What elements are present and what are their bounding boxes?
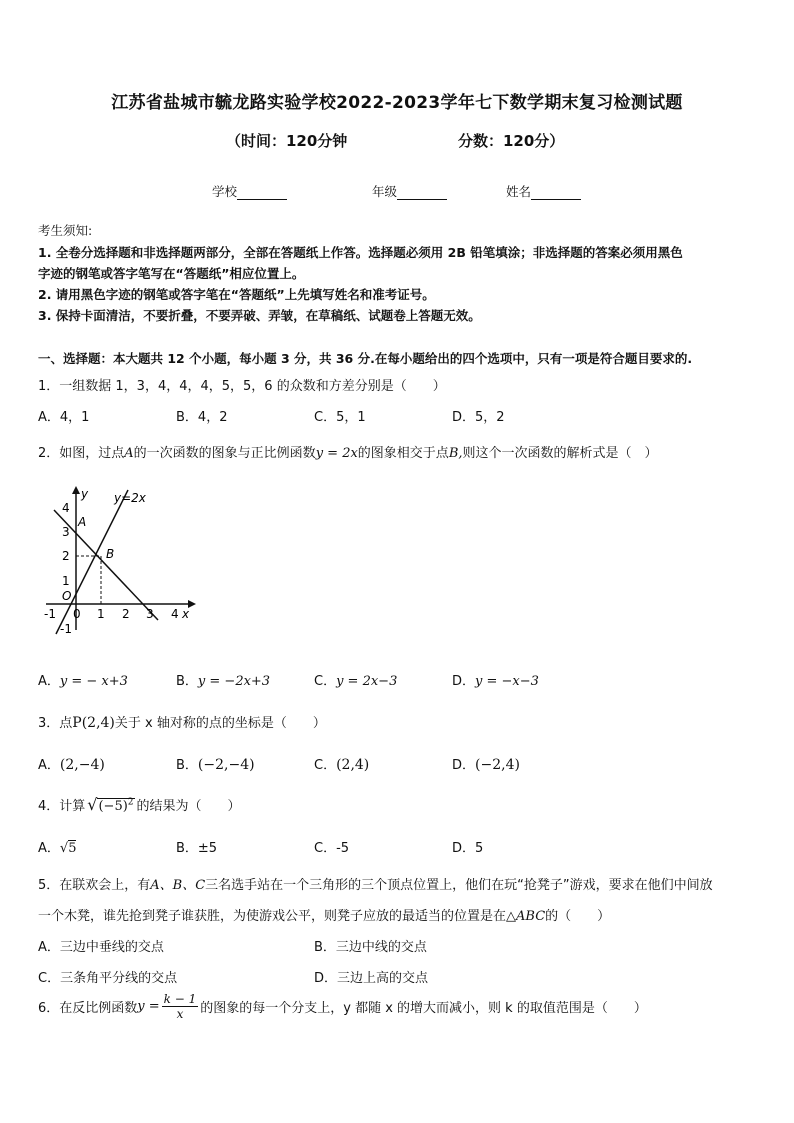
- question-2-stem: [38, 442, 658, 461]
- q4-option-a-value: 5: [68, 841, 77, 856]
- notice-item: 字迹的钢笔或答字笔写在“答题纸”相应位置上。: [38, 266, 305, 281]
- exam-time: （时间：120分钟: [226, 132, 348, 150]
- q3-option-a-label: A．: [38, 758, 60, 773]
- sqrt-expression: [87, 795, 134, 814]
- q3-point: P(2,4): [72, 715, 115, 731]
- q2-option-d-label: D．: [452, 674, 476, 689]
- y-tick: 1: [62, 574, 70, 588]
- q5-option-c[interactable]: C．三条角平分线的交点: [38, 971, 178, 986]
- fraction-denominator: x: [176, 1007, 184, 1021]
- q2-text: 则这个一次函数的解析式是（ ）: [462, 446, 658, 461]
- name-field: [506, 182, 581, 200]
- school-field: [212, 182, 287, 200]
- notice-item: 2. 请用黑色字迹的钢笔或答字笔在“答题纸”上先填写姓名和准考证号。: [38, 287, 435, 302]
- x-tick: 0: [73, 607, 81, 621]
- q3-option-a[interactable]: [38, 754, 105, 773]
- q5-text: 一个木凳，谁先抢到凳子谁获胜，为使游戏公平，则凳子应放的最适当的位置是在: [38, 909, 507, 924]
- q2-option-a[interactable]: [38, 670, 128, 689]
- q5-text: 三名选手站在一个三角形的三个顶点位置上，他们在玩“抢凳子”游戏，要求在他们中间放: [205, 878, 713, 893]
- q2-func: y = 2x: [315, 446, 358, 461]
- q1-option-c[interactable]: C．5，1: [314, 410, 366, 425]
- question-5-line-2: [38, 905, 610, 924]
- q3-option-c[interactable]: [314, 754, 369, 773]
- fraction: [162, 992, 199, 1021]
- radicand-base: (−5): [98, 799, 128, 814]
- q2-option-a-label: A．: [38, 674, 60, 689]
- exam-score: 分数：120分）: [458, 132, 565, 150]
- origin-label: O: [62, 589, 72, 603]
- school-label: 学校: [212, 184, 238, 199]
- q5-option-b[interactable]: B．三边中线的交点: [314, 940, 427, 955]
- radical-icon: √: [87, 795, 98, 814]
- x-tick: 1: [97, 607, 105, 621]
- y-tick: -1: [60, 622, 72, 636]
- y-axis-arrow: [72, 486, 80, 494]
- y-axis-label: y: [81, 487, 89, 501]
- q2-option-a-expr: y = − x+3: [59, 674, 128, 689]
- x-axis-label: x: [182, 607, 190, 621]
- x-tick: 3: [146, 607, 154, 621]
- q2-option-d[interactable]: [452, 670, 539, 689]
- q3-text: 关于 x 轴对称的点的坐标是（ ）: [114, 716, 326, 731]
- q2-option-c-label: C．: [314, 674, 337, 689]
- q3-option-c-value: (2,4): [336, 757, 370, 773]
- q3-option-b-value: (−2,−4): [197, 757, 255, 773]
- q2-text: 2．如图，过点: [38, 446, 125, 461]
- q2-text: 的一次函数的图象与正比例函数: [133, 446, 316, 461]
- q5-names: A、B、C: [150, 878, 206, 893]
- q3-option-b-label: B．: [176, 758, 198, 773]
- q2-option-d-expr: y = −x−3: [475, 674, 539, 689]
- q4-text: 4．计算: [38, 799, 86, 814]
- fraction-numerator: k − 1: [163, 992, 197, 1006]
- q1-option-b[interactable]: B．4，2: [176, 410, 228, 425]
- radicand-exponent: 2: [127, 797, 134, 808]
- q3-option-a-value: (2,−4): [59, 757, 105, 773]
- question-5-line-1: [38, 874, 713, 893]
- q3-text: 3．点: [38, 716, 73, 731]
- q2-option-b-label: B．: [176, 674, 198, 689]
- q4-text: 的结果为（ ）: [136, 799, 241, 814]
- y-tick: 4: [62, 501, 70, 515]
- q2-option-b-expr: y = −2x+3: [197, 674, 271, 689]
- question-3-stem: [38, 712, 326, 731]
- school-blank[interactable]: [237, 185, 287, 200]
- q5-text: 5．在联欢会上，有: [38, 878, 151, 893]
- sqrt-icon: √: [59, 841, 69, 856]
- q2-option-b[interactable]: [176, 670, 270, 689]
- exam-title: 江苏省盐城市毓龙路实验学校2022-2023学年七下数学期末复习检测试题: [111, 93, 683, 113]
- y-tick: 2: [62, 549, 70, 563]
- x-tick: 4: [171, 607, 179, 621]
- notice-item: 1. 全卷分选择题和非选择题两部分，全部在答题纸上作答。选择题必须用 2B 铅笔填涂；非选择题的答案必须用黑色: [38, 245, 683, 260]
- q1-option-d[interactable]: D．5，2: [452, 410, 505, 425]
- section-heading: 一、选择题：本大题共 12 个小题，每小题 3 分，共 36 分.在每小题给出的四个选项中，只有一项是符合题目要求的.: [38, 351, 693, 366]
- q4-option-a-label: A．: [38, 841, 60, 856]
- name-label: 姓名: [506, 184, 532, 199]
- q6-y-eq: y =: [137, 999, 160, 1014]
- q3-option-c-label: C．: [314, 758, 337, 773]
- grade-label: 年级: [372, 184, 398, 199]
- x-tick: 2: [122, 607, 130, 621]
- q5-triangle: △ABC: [506, 909, 546, 924]
- q5-option-a[interactable]: A．三边中垂线的交点: [38, 940, 164, 955]
- coordinate-graph: [40, 478, 200, 638]
- point-a-label: A: [78, 515, 87, 529]
- point-b-label: B: [106, 547, 115, 561]
- q3-option-b[interactable]: [176, 754, 255, 773]
- y-tick: 3: [62, 525, 70, 539]
- q4-option-b[interactable]: B．±5: [176, 841, 218, 856]
- q3-option-d-value: (−2,4): [475, 757, 520, 773]
- q4-option-c[interactable]: C．-5: [314, 841, 350, 856]
- notice-item: 3. 保持卡面清洁，不要折叠，不要弄破、弄皱，在草稿纸、试题卷上答题无效。: [38, 308, 481, 323]
- question-1-stem: 1．一组数据 1，3，4，4，4，5，5，6 的众数和方差分别是（ ）: [38, 379, 446, 394]
- line-label: y=2x: [114, 491, 146, 505]
- x-tick: -1: [44, 607, 56, 621]
- question-4-stem: [38, 795, 241, 814]
- q2-point-b: B,: [448, 446, 463, 461]
- grade-blank[interactable]: [397, 185, 447, 200]
- q5-option-d[interactable]: D．三边上高的交点: [314, 971, 429, 986]
- q3-option-d[interactable]: [452, 754, 520, 773]
- q6-text: 的图象的每一个分支上，y 都随 x 的增大而减小，则 k 的取值范围是（ ）: [200, 1001, 647, 1016]
- radicand: [97, 798, 134, 814]
- notice-heading: 考生须知:: [38, 223, 93, 238]
- q2-option-c-expr: y = 2x−3: [336, 674, 398, 689]
- grade-field: [372, 182, 447, 200]
- q2-point-a: A: [124, 446, 134, 461]
- q3-option-d-label: D．: [452, 758, 476, 773]
- q4-option-d[interactable]: D．5: [452, 841, 484, 856]
- q2-option-c[interactable]: [314, 670, 397, 689]
- q1-option-a[interactable]: A．4，1: [38, 410, 90, 425]
- name-blank[interactable]: [531, 185, 581, 200]
- q6-text: 6．在反比例函数: [38, 1001, 138, 1016]
- q4-option-a[interactable]: [38, 837, 76, 856]
- q2-text: 的图象相交于点: [357, 446, 449, 461]
- q5-text: 的（ ）: [545, 909, 611, 924]
- question-6-stem: [38, 992, 647, 1021]
- x-axis-arrow: [188, 600, 196, 608]
